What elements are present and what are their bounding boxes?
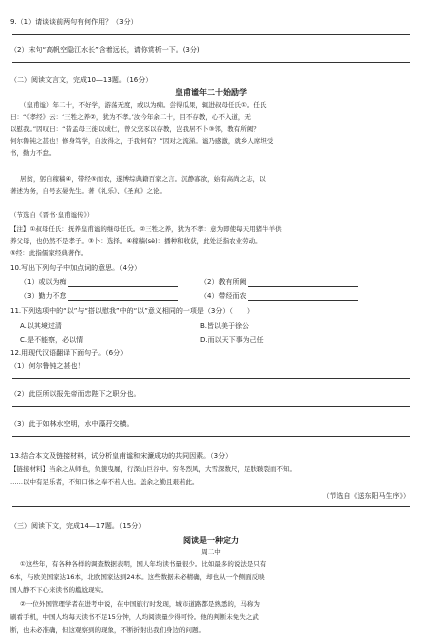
passage-line: （皇甫谧）年二十，不好学，游荡无度，或以为痴。尝得瓜果，辄进叔母任氏①。任氏: [20, 101, 267, 109]
q13-material: 【链接材料】当余之从师也，负箧曳屣，行深山巨谷中。穷冬烈风，大雪深数尺，足肤皲裂而不知。: [10, 465, 296, 473]
answer-line: [12, 378, 410, 379]
q12-part: （3）此于如林水空明，水中藻荇交横。: [10, 420, 134, 428]
question-9-part2: （2）末句“高帆空隐江水长”含着远长，请你赏析一下。(3分): [10, 46, 200, 54]
answer-line: [12, 62, 410, 63]
passage-title: 阅读是一种定力: [183, 536, 239, 545]
q10-item: （1）或以为痴: [20, 277, 178, 287]
passage-line: ②一位外国管理学者在进考中说，在中国旅行时发现，城市道路都是熟悉的，马称为: [20, 600, 260, 608]
q11-option-c: C.是不能察，必以情: [20, 336, 84, 344]
section-2-header: （二）阅读文言文，完成10—13题。（16分）: [10, 76, 153, 84]
passage-line: ①这些年，有各种各样的调查数据表明，国人年均读书量很少。比如最多的说法是只有: [20, 560, 267, 568]
annotation-line: 【注】①叔母任氏：抚养皇甫谧的继母任氏。②三牲之养，犹为不孝：意为即使每天用猪牛羊供: [10, 225, 282, 233]
passage-line: 国人静不下心来读书的尴尬现实。: [10, 586, 108, 594]
q10-item: （2）教有所阙: [200, 277, 358, 287]
q13-material: ……以中有足乐者，不知口体之奉不若人也。盖余之勤且艰若此。: [10, 478, 199, 486]
question-11: 11.下列选项中的“以”与“搭以慰我”中的“以”意义相同的一项是（3分）（ ）: [10, 307, 254, 315]
passage-line: 刷看手机，中国人均每天读书不足15分钟，人均阅读量少得可怜。他的判断未免失之武: [10, 613, 259, 621]
q13-source: （节选自《送东阳马生序》）: [322, 492, 410, 500]
question-10: 10.写出下列句子中加点词的意思。（4分）: [10, 264, 142, 272]
passage-line: 以慰我。”因叹曰：“昔孟母三徙以成仁，曾父烹豕以存教，岂我居不卜③邻，教有所阙？: [10, 125, 260, 133]
question-9: 9.（1）请谈谈前两句有何作用？（3分）: [10, 18, 138, 26]
passage-author: 周二中: [201, 548, 221, 556]
q11-option-a: A.以其境过清: [20, 322, 62, 330]
q12-part: （2）此臣所以报先帝而忠陛下之职分也。: [10, 390, 141, 398]
answer-line: [12, 34, 410, 35]
passage-line: 著述为务，自号玄晏先生。著《礼乐》、《圣真》之论。: [10, 187, 166, 195]
q12-part: （1）何尔鲁钝之甚也！: [10, 362, 85, 370]
q10-item: （4）带经而农: [200, 291, 358, 301]
passage-line: 曰：“《孝经》云：‘三牲之养②，犹为不孝。’汝今年余二十，目不存教，心不入道，无: [10, 113, 251, 121]
annotation-line: 养父母，也仍然不是孝子。③卜：选择。④稼穑(sè)：播种和收获，此处泛指农业劳动。: [10, 237, 262, 245]
question-12: 12.用现代汉语翻译下面句子。（6分）: [10, 349, 128, 357]
passage-line: 断，也未必准确，但这观察到的现象，不断折射出我们身边的问题。: [10, 626, 205, 634]
passage-line: 何尔鲁钝之甚也！修身笃学，自汝得之，于我何有？”因对之流涕。谧乃感激，就乡人席坦受: [10, 137, 274, 145]
passage-line: 居贫，躬自稼穑④，带经⑤而农，遂博综典籍百家之言。沉静寡欲，始有高尚之志，以: [20, 175, 266, 183]
passage-line: 6本，与欧美国家达16本，北欧国家达到24本。这些数据未必精确，却也从一个侧面反映: [10, 573, 265, 581]
answer-line: [12, 436, 410, 437]
passage-title: 皇甫谧年二十始励学: [175, 88, 247, 97]
answer-line: [12, 506, 410, 507]
passage-source: （节选自《晋书·皇甫谧传》）: [10, 211, 94, 219]
q10-item: （3）勤力不怠: [20, 291, 178, 301]
q11-option-b: B.皆以美于徐公: [200, 322, 250, 330]
passage-line: 书，勤力不怠。: [10, 149, 56, 157]
q11-option-d: D.而以天下事为己任: [200, 336, 264, 344]
question-13: 13.结合本文及链接材料，试分析皇甫谧和宋濂成功的共同因素。（3分）: [10, 452, 233, 460]
section-3-header: （三）阅读下文，完成14—17题。（15分）: [10, 522, 146, 530]
annotation-line: ⑤经：此指儒家经典著作。: [10, 249, 88, 257]
answer-line: [12, 406, 410, 407]
